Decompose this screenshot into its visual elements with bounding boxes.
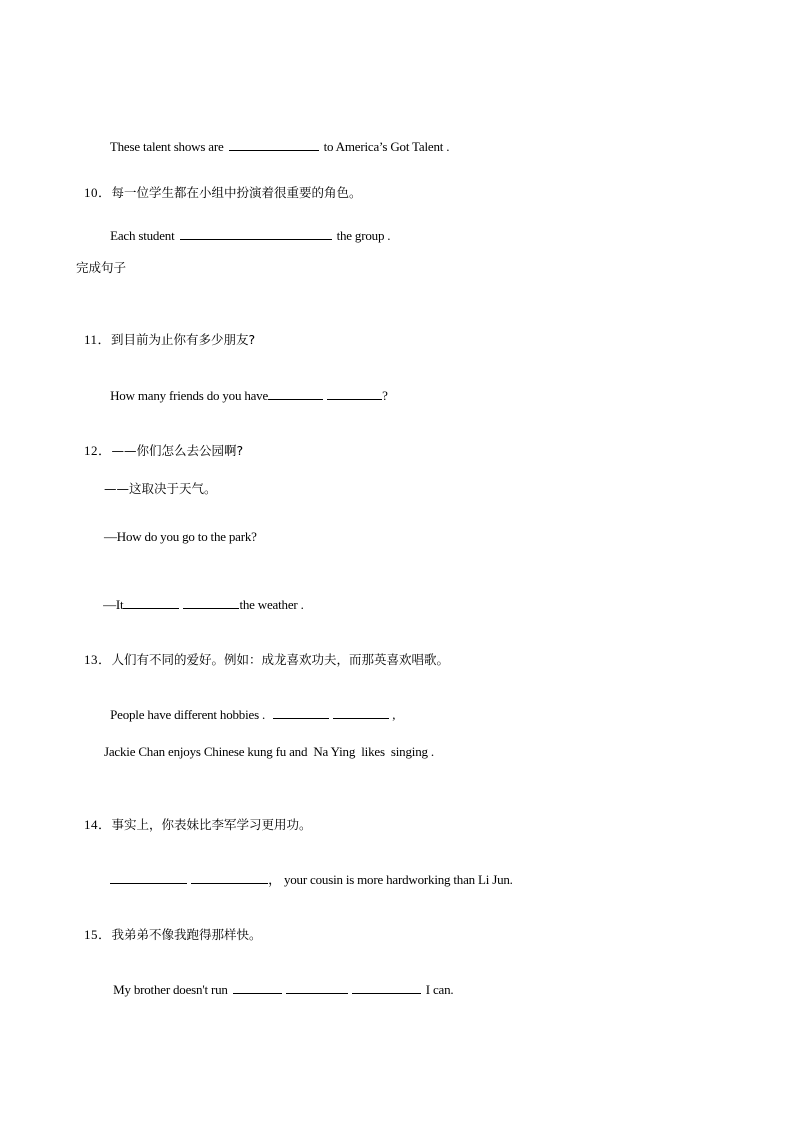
answer-line-13 <box>104 688 396 722</box>
answer-blank[interactable] <box>180 227 332 240</box>
question-number: 10． <box>84 185 112 200</box>
question-14 <box>76 798 312 832</box>
question-prompt-zh: 事实上，你表妹比李军学习更用功。 <box>111 817 312 832</box>
answer-blank-2[interactable] <box>333 706 389 719</box>
answer-line-10 <box>104 209 391 243</box>
answer-blank-1[interactable] <box>268 387 323 400</box>
question-number: 13． <box>84 652 112 667</box>
answer-line-15 <box>107 963 454 997</box>
question-prompt-zh: 到目前为止你有多少朋友? <box>111 332 256 347</box>
answer-line-12 <box>97 578 304 612</box>
answer-text-before: My brother doesn't run <box>113 982 231 997</box>
answer-line-11 <box>104 369 388 403</box>
question-number: 12． <box>84 443 112 458</box>
answer-blank-2[interactable] <box>327 387 382 400</box>
answer-question-12: —How do you go to the park? <box>104 529 257 544</box>
answer-blank-2[interactable] <box>286 981 348 994</box>
question-11 <box>76 313 256 347</box>
answer-line-13-continued: Jackie Chan enjoys Chinese kung fu and Na Ying likes singing . <box>104 744 434 759</box>
answer-text-before: How many friends do you have <box>110 388 269 403</box>
question-15 <box>76 908 262 942</box>
question-prompt-zh-a: ——这取决于天气。 <box>104 481 217 496</box>
answer-line-9 <box>104 120 450 154</box>
answer-text-after: to America’s Got Talent . <box>320 139 450 154</box>
question-prompt-zh: 我弟弟不像我跑得那样快。 <box>111 927 262 942</box>
answer-text-after: the weather . <box>239 597 304 612</box>
answer-blank-3[interactable] <box>352 981 421 994</box>
answer-text-after: I can. <box>422 982 454 997</box>
answer-line-14 <box>104 853 513 887</box>
answer-blank-1[interactable] <box>123 596 179 609</box>
question-12 <box>76 424 244 458</box>
answer-blank-1[interactable] <box>273 706 329 719</box>
answer-text-before: —It <box>103 597 124 612</box>
answer-blank-2[interactable] <box>183 596 239 609</box>
question-number: 14． <box>84 817 112 832</box>
answer-text-before: Each student <box>110 228 178 243</box>
question-number: 11． <box>84 332 112 347</box>
question-13 <box>76 633 450 667</box>
answer-text-before: People have different hobbies . <box>110 707 272 722</box>
answer-text-after: the group . <box>333 228 391 243</box>
section-title: 完成句子 <box>76 260 127 275</box>
answer-blank[interactable] <box>229 138 319 151</box>
answer-text-before: These talent shows are <box>109 139 227 154</box>
answer-text-after: ， your cousin is more hardworking than Li Jun. <box>268 872 513 887</box>
question-prompt-zh: 人们有不同的爱好。例如：成龙喜欢功夫，而那英喜欢唱歌。 <box>111 652 450 667</box>
answer-blank-1[interactable] <box>233 981 282 994</box>
answer-blank-2[interactable] <box>191 871 268 884</box>
answer-text-after: , <box>389 707 396 722</box>
question-number: 15． <box>84 927 112 942</box>
answer-blank-1[interactable] <box>110 871 187 884</box>
question-10 <box>76 166 362 200</box>
question-prompt-zh-q: ——你们怎么去公园啊? <box>111 443 244 458</box>
answer-text-after: ? <box>382 388 388 403</box>
question-prompt-zh: 每一位学生都在小组中扮演着很重要的角色。 <box>111 185 362 200</box>
